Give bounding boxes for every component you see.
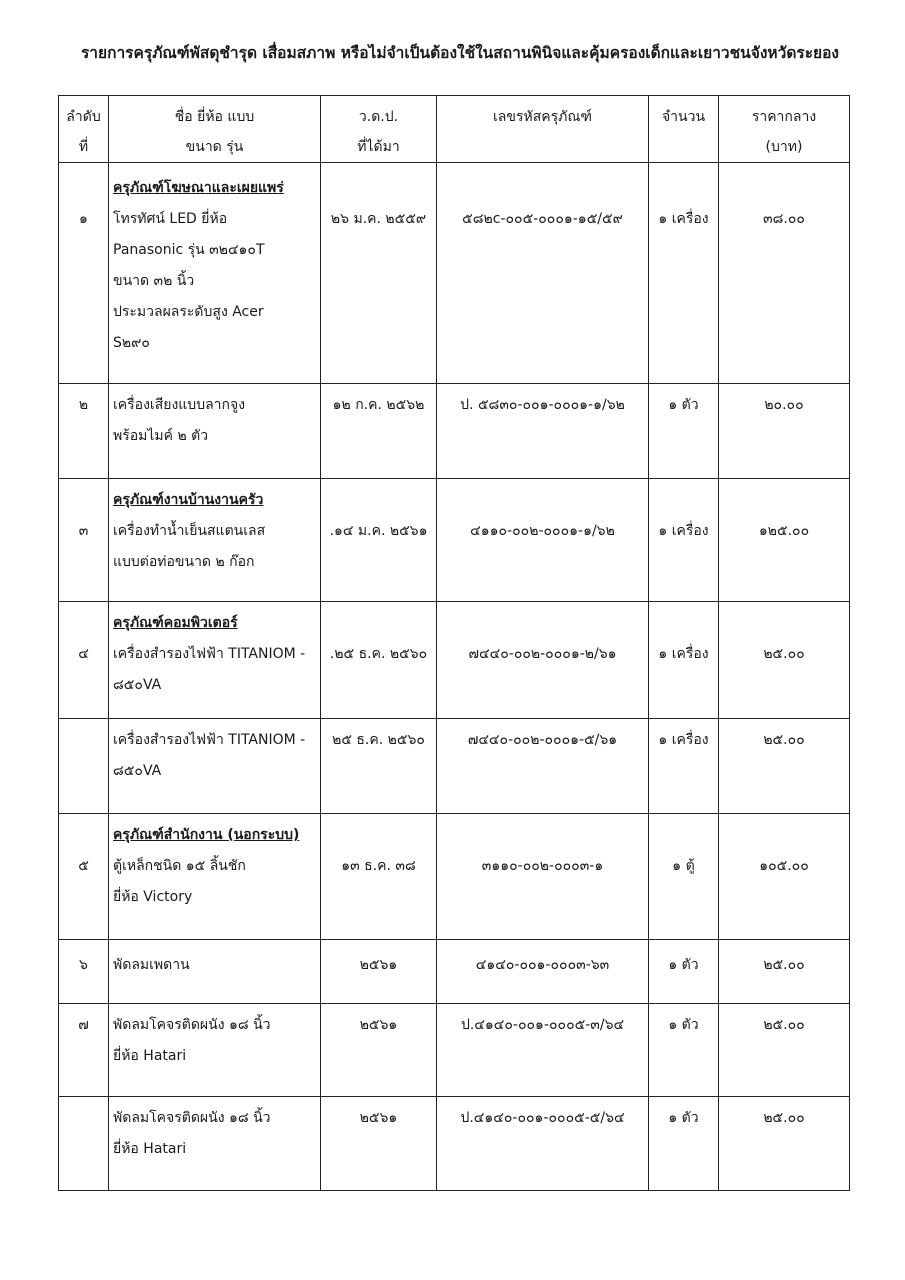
- acquired-date-text: .๑๔ ม.ค. ๒๕๖๑: [329, 523, 428, 539]
- item-name-line: พร้อมไมค์ ๒ ตัว: [113, 428, 209, 444]
- row-number: [59, 814, 109, 940]
- header-name: ชื่อ ยี่ห้อ แบบ ขนาด รุ่น: [109, 96, 321, 163]
- quantity: [649, 384, 719, 479]
- quantity-text: ๑ เครื่อง: [658, 211, 709, 227]
- asset-table: [58, 95, 850, 1191]
- asset-code: [437, 479, 649, 602]
- acquired-date: [321, 1097, 437, 1191]
- item-description: [109, 1097, 321, 1191]
- reference-price-text: ๒๕.๐๐: [763, 1110, 805, 1126]
- item-description: [109, 719, 321, 814]
- quantity-text: ๑ ตัว: [668, 957, 699, 973]
- item-description: [109, 940, 321, 1004]
- category-heading: ครุภัณฑ์งานบ้านงานครัว: [113, 492, 264, 508]
- item-description: [109, 479, 321, 602]
- acquired-date-text: .๒๕ ธ.ค. ๒๕๖๐: [329, 646, 428, 662]
- quantity: [649, 163, 719, 384]
- table-row: [59, 719, 850, 814]
- row-number: [59, 479, 109, 602]
- table-body: [59, 163, 850, 1191]
- asset-code: [437, 814, 649, 940]
- reference-price-text: ๓๘.๐๐: [763, 211, 805, 227]
- asset-code: [437, 163, 649, 384]
- table-header-row: [59, 96, 850, 163]
- asset-code: [437, 940, 649, 1004]
- quantity-text: ๑ ตู้: [672, 858, 695, 874]
- category-heading: ครุภัณฑ์สำนักงาน (นอกระบบ): [113, 827, 300, 843]
- row-number: [59, 163, 109, 384]
- item-name-line: ยี่ห้อ Victory: [113, 889, 193, 905]
- header-code: เลขรหัสครุภัณฑ์: [437, 96, 649, 163]
- item-name-line: ๘๕๐VA: [113, 677, 162, 693]
- row-number-text: ๖: [79, 957, 88, 973]
- reference-price-text: ๒๕.๐๐: [763, 957, 805, 973]
- table-row: [59, 814, 850, 940]
- item-name-line: เครื่องเสียงแบบลากจูง: [113, 397, 246, 413]
- asset-code: [437, 719, 649, 814]
- quantity-text: ๑ เครื่อง: [658, 732, 709, 748]
- row-number: [59, 1097, 109, 1191]
- acquired-date-text: ๒๕ ธ.ค. ๒๕๖๐: [332, 732, 425, 748]
- item-description: [109, 384, 321, 479]
- quantity: [649, 719, 719, 814]
- acquired-date-text: ๒๕๖๑: [359, 1110, 398, 1126]
- table-row: [59, 1097, 850, 1191]
- row-number-text: ๗: [78, 1017, 89, 1033]
- header-price: ราคากลาง (บาท): [719, 96, 850, 163]
- category-heading: ครุภัณฑ์โฆษณาและเผยแพร่: [113, 180, 284, 196]
- quantity: [649, 1004, 719, 1097]
- item-name-line: Panasonic รุ่น ๓๒๔๑๐T: [113, 242, 265, 258]
- header-no: ลำดับ ที่: [59, 96, 109, 163]
- item-description: [109, 814, 321, 940]
- acquired-date: [321, 163, 437, 384]
- header-qty: จำนวน: [649, 96, 719, 163]
- quantity: [649, 814, 719, 940]
- item-name-line: ขนาด ๓๒ นิ้ว: [113, 273, 195, 289]
- asset-code-text: ๔๑๔๐-๐๐๑-๐๐๐๓-๖๓: [475, 957, 610, 973]
- row-number-text: ๔: [78, 646, 89, 662]
- acquired-date-text: ๒๕๖๑: [359, 1017, 398, 1033]
- item-name-line: ยี่ห้อ Hatari: [113, 1048, 187, 1064]
- row-number-text: ๒: [78, 397, 89, 413]
- acquired-date: [321, 814, 437, 940]
- reference-price-text: ๒๐.๐๐: [764, 397, 804, 413]
- table-row: [59, 384, 850, 479]
- reference-price-text: ๒๕.๐๐: [763, 646, 805, 662]
- category-heading: ครุภัณฑ์คอมพิวเตอร์: [113, 615, 238, 631]
- reference-price-text: ๒๕.๐๐: [763, 1017, 805, 1033]
- item-name-line: พัดลมโคจรติดผนัง ๑๘ นิ้ว: [113, 1017, 271, 1033]
- table-row: [59, 940, 850, 1004]
- quantity: [649, 479, 719, 602]
- acquired-date-text: ๑๒ ก.ค. ๒๕๖๒: [332, 397, 425, 413]
- reference-price-text: ๑๐๕.๐๐: [759, 858, 809, 874]
- quantity-text: ๑ ตัว: [668, 1017, 699, 1033]
- item-name-line: พัดลมโคจรติดผนัง ๑๘ นิ้ว: [113, 1110, 271, 1126]
- acquired-date: [321, 719, 437, 814]
- item-name-line: S๒๙๐: [113, 335, 150, 351]
- quantity: [649, 1097, 719, 1191]
- item-name-line: เครื่องสำรองไฟฟ้า TITANIOM -: [113, 732, 306, 748]
- row-number: [59, 1004, 109, 1097]
- asset-code: [437, 1097, 649, 1191]
- acquired-date-text: ๒๖ ม.ค. ๒๕๕๙: [330, 211, 427, 227]
- item-description: [109, 602, 321, 719]
- acquired-date: [321, 940, 437, 1004]
- reference-price: [719, 1004, 850, 1097]
- row-number: [59, 384, 109, 479]
- table-row: [59, 1004, 850, 1097]
- reference-price-text: ๑๒๕.๐๐: [758, 523, 810, 539]
- item-description: [109, 163, 321, 384]
- item-name-line: พัดลมเพดาน: [113, 957, 190, 973]
- quantity: [649, 940, 719, 1004]
- asset-code-text: ๔๑๑๐-๐๐๒-๐๐๐๑-๑/๖๒: [470, 523, 615, 539]
- asset-code-text: ๕๘๒c-๐๐๕-๐๐๐๑-๑๕/๕๙: [462, 211, 623, 227]
- asset-code: [437, 602, 649, 719]
- asset-code: [437, 1004, 649, 1097]
- acquired-date: [321, 479, 437, 602]
- item-name-line: ประมวลผลระดับสูง Acer: [113, 304, 264, 320]
- asset-code-text: ๓๑๑๐-๐๐๒-๐๐๐๓-๑: [481, 858, 604, 874]
- acquired-date-text: ๑๓ ธ.ค. ๓๘: [341, 858, 416, 874]
- reference-price: [719, 940, 850, 1004]
- table-row: [59, 163, 850, 384]
- asset-code: [437, 384, 649, 479]
- reference-price: [719, 384, 850, 479]
- asset-code-text: ป.๔๑๔๐-๐๐๑-๐๐๐๕-๓/๖๔: [460, 1017, 625, 1033]
- item-description: [109, 1004, 321, 1097]
- reference-price: [719, 602, 850, 719]
- row-number-text: ๕: [78, 858, 89, 874]
- reference-price: [719, 1097, 850, 1191]
- item-name-line: แบบต่อท่อขนาด ๒ ก๊อก: [113, 554, 255, 570]
- item-name-line: ยี่ห้อ Hatari: [113, 1141, 187, 1157]
- header-date: ว.ด.ป. ที่ได้มา: [321, 96, 437, 163]
- reference-price: [719, 479, 850, 602]
- item-name-line: ๘๕๐VA: [113, 763, 162, 779]
- row-number: [59, 940, 109, 1004]
- acquired-date: [321, 1004, 437, 1097]
- row-number-text: ๑: [79, 211, 88, 227]
- reference-price: [719, 814, 850, 940]
- row-number: [59, 719, 109, 814]
- reference-price: [719, 163, 850, 384]
- asset-code-text: ป. ๕๘๓๐-๐๐๑-๐๐๐๑-๑/๖๒: [460, 397, 625, 413]
- row-number-text: ๓: [78, 523, 89, 539]
- asset-code-text: ๗๔๔๐-๐๐๒-๐๐๐๑-๕/๖๑: [467, 732, 618, 748]
- acquired-date: [321, 384, 437, 479]
- asset-code-text: ๗๔๔๐-๐๐๒-๐๐๐๑-๒/๖๑: [468, 646, 617, 662]
- table-row: [59, 479, 850, 602]
- row-number: [59, 602, 109, 719]
- item-name-line: เครื่องทำน้ำเย็นสแตนเลส: [113, 523, 266, 539]
- quantity-text: ๑ เครื่อง: [658, 646, 709, 662]
- acquired-date-text: ๒๕๖๑: [359, 957, 398, 973]
- asset-code-text: ป.๔๑๔๐-๐๐๑-๐๐๐๕-๕/๖๔: [460, 1110, 625, 1126]
- item-name-line: ตู้เหล็กชนิด ๑๕ ลิ้นชัก: [113, 858, 246, 874]
- page-title: รายการครุภัณฑ์พัสดุชำรุด เสื่อมสภาพ หรือไม่จำเป็นต้องใช้ในสถานพินิจและคุ้มครองเด็กและเยาวชนจังหวัดระยอง: [80, 44, 840, 62]
- reference-price-text: ๒๕.๐๐: [763, 732, 805, 748]
- reference-price: [719, 719, 850, 814]
- quantity: [649, 602, 719, 719]
- quantity-text: ๑ ตัว: [668, 1110, 699, 1126]
- item-name-line: เครื่องสำรองไฟฟ้า TITANIOM -: [113, 646, 306, 662]
- acquired-date: [321, 602, 437, 719]
- table-row: [59, 602, 850, 719]
- quantity-text: ๑ ตัว: [668, 397, 699, 413]
- item-name-line: โทรทัศน์ LED ยี่ห้อ: [113, 211, 228, 227]
- quantity-text: ๑ เครื่อง: [658, 523, 709, 539]
